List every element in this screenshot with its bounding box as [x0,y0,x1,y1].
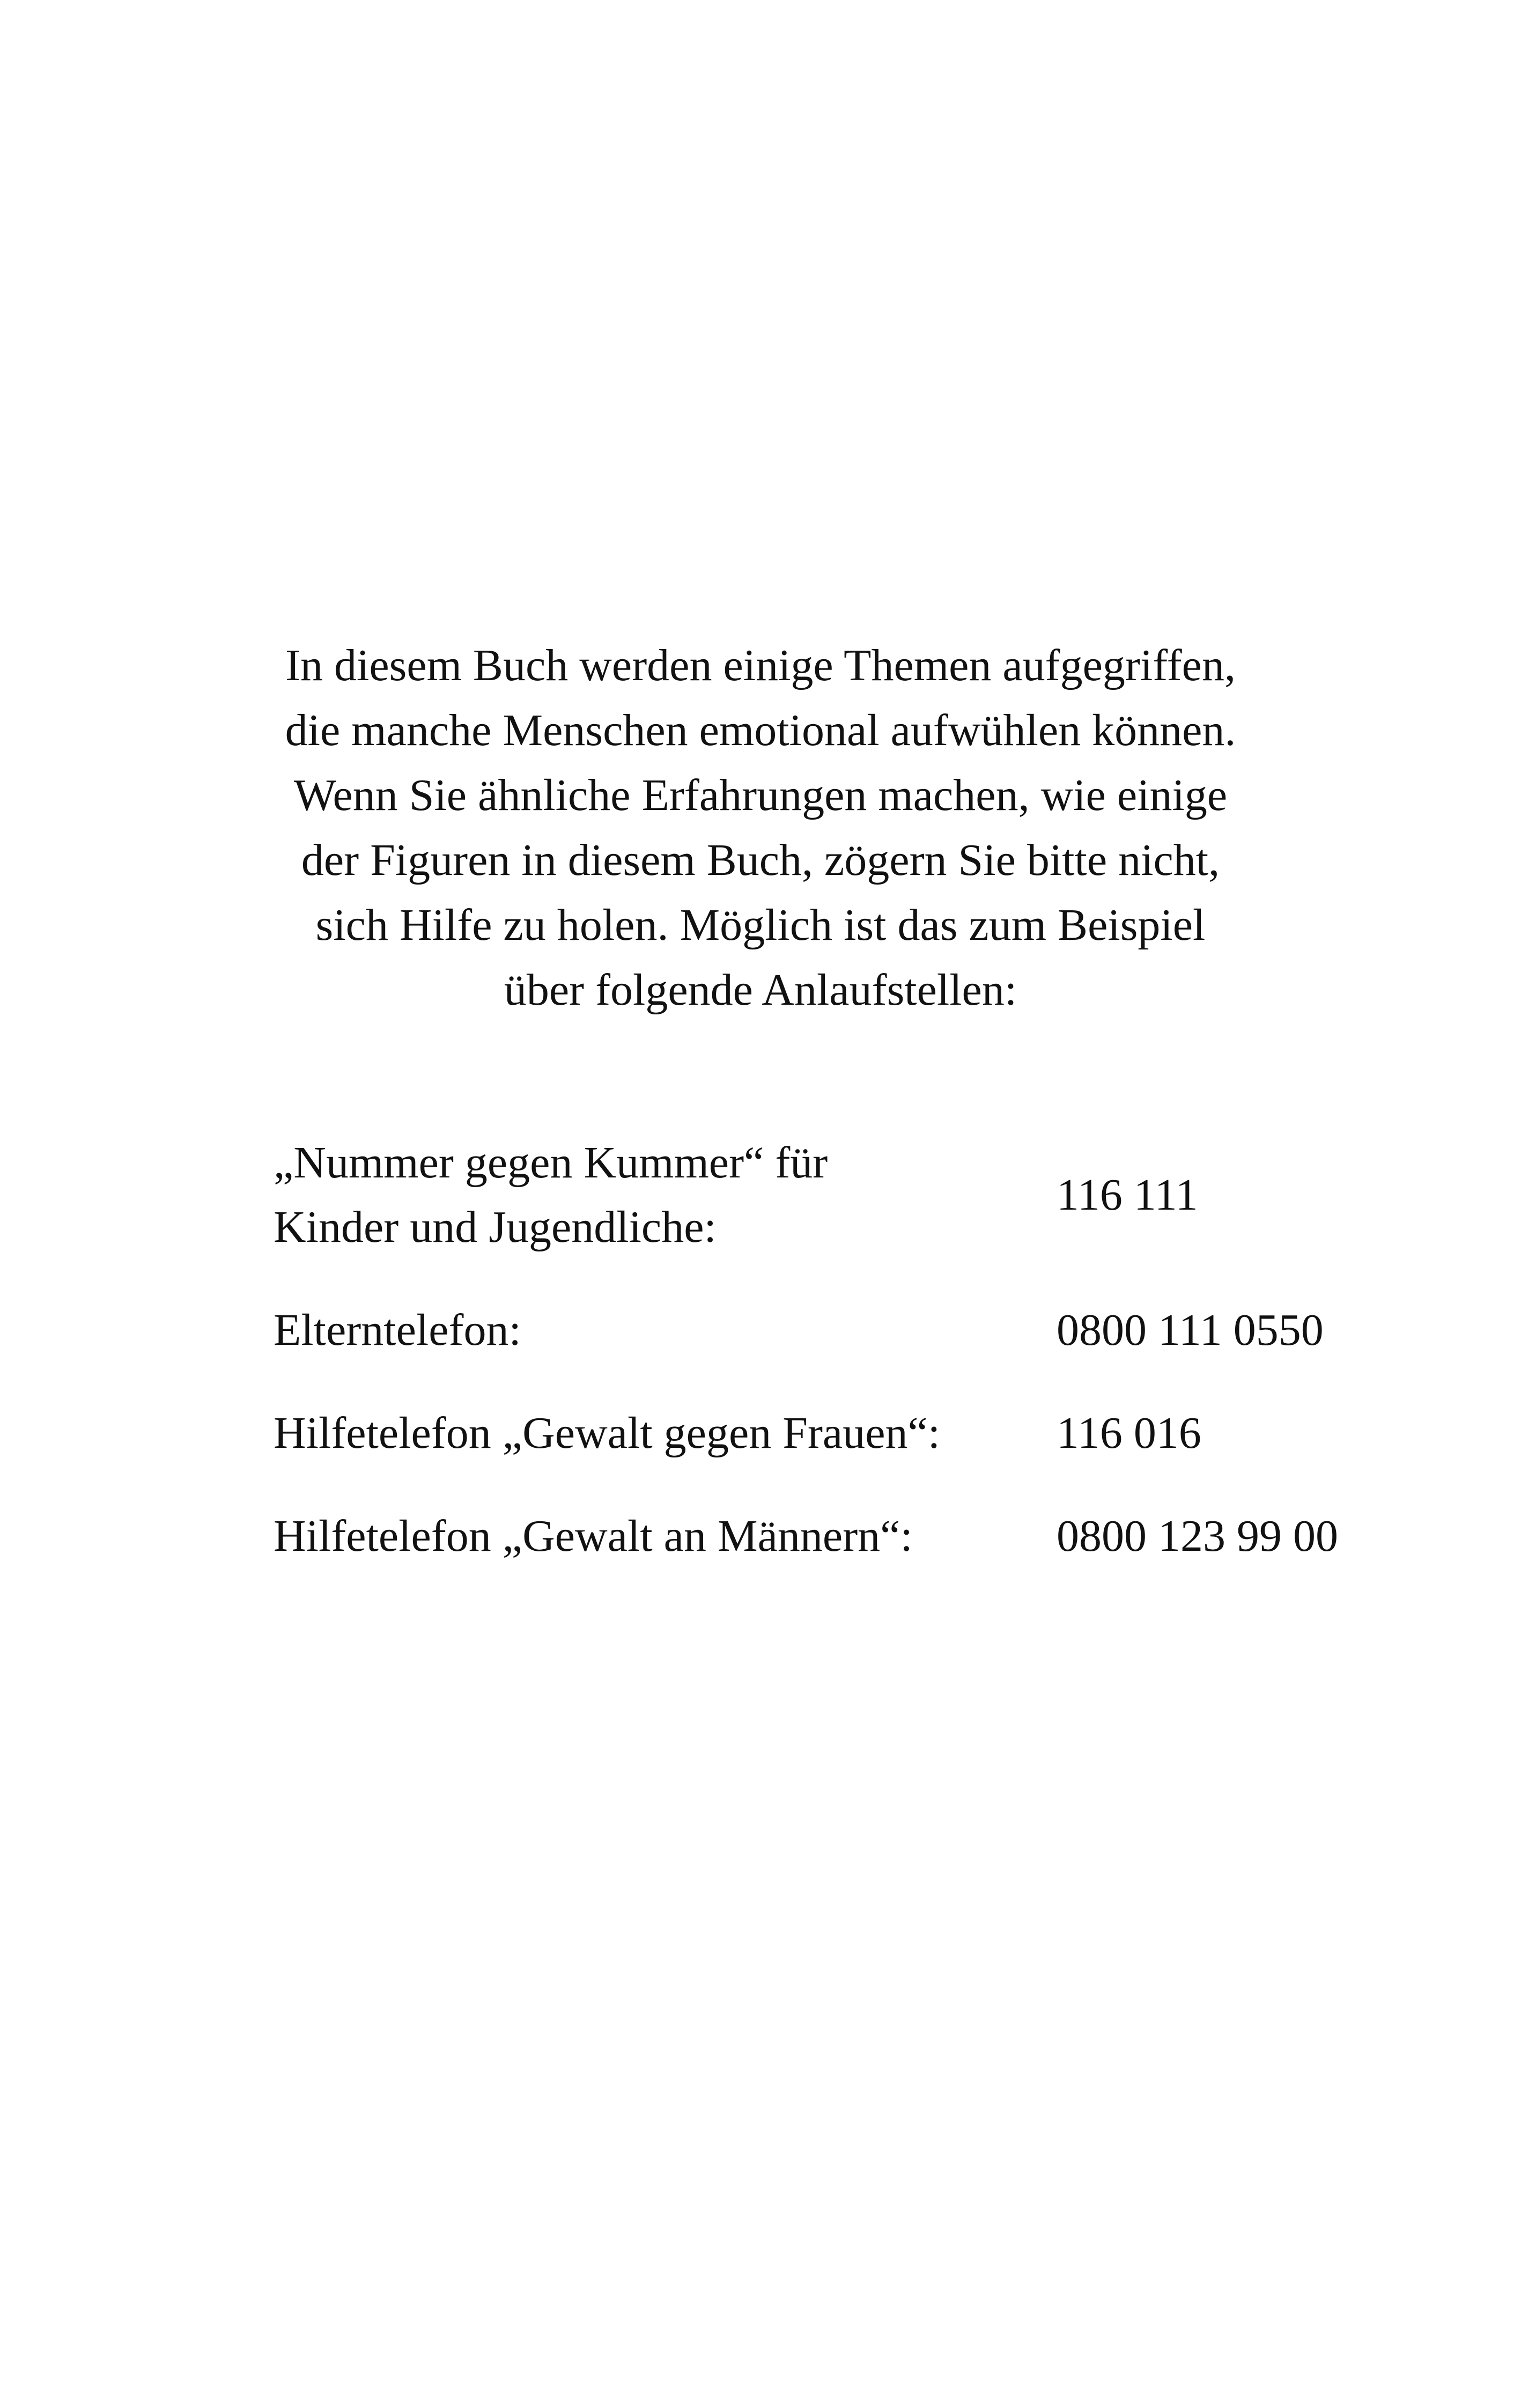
intro-line: Wenn Sie ähnliche Erfahrungen machen, wie einige [293,770,1228,820]
intro-line: sich Hilfe zu holen. Möglich ist das zum Beispiel [315,900,1206,950]
hotline-label [274,1298,1046,1363]
hotline-label-line: Elterntelefon: [274,1305,521,1355]
hotline-label [274,1401,1046,1466]
intro-line: über folgende Anlaufstellen: [504,965,1017,1015]
hotline-number: 116 016 [1057,1408,1201,1458]
hotline-label-line: Hilfetelefon „Gewalt gegen Frauen“: [274,1408,941,1458]
intro-line: In diesem Buch werden einige Themen aufgegriffen, [285,640,1236,690]
hotline-list [274,1131,1400,1568]
hotline-label [274,1131,1046,1260]
hotline-number: 0800 111 0550 [1057,1305,1324,1355]
hotline-row-elterntelefon [274,1298,1400,1363]
hotline-row-gewalt-an-maennern [274,1504,1400,1568]
hotline-label-line: „Nummer gegen Kummer“ für [274,1138,828,1188]
intro-paragraph [0,633,1521,1022]
hotline-number: 0800 123 99 00 [1057,1511,1338,1561]
intro-line: der Figuren in diesem Buch, zögern Sie bitte nicht, [301,835,1220,885]
hotline-number: 116 111 [1057,1170,1198,1220]
hotline-row-nummer-gegen-kummer [274,1131,1400,1260]
hotline-label [274,1504,1046,1568]
intro-line: die manche Menschen emotional aufwühlen können. [285,705,1236,755]
hotline-label-line: Hilfetelefon „Gewalt an Männern“: [274,1511,913,1561]
hotline-row-gewalt-gegen-frauen [274,1401,1400,1466]
hotline-label-line: Kinder und Jugendliche: [274,1202,717,1252]
